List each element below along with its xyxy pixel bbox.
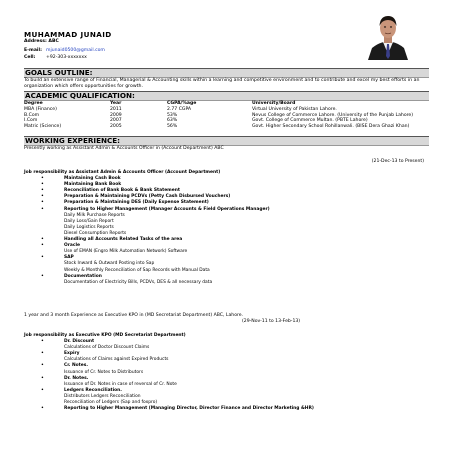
sub-item: Distributors Ledgers Reconciliation: [64, 393, 141, 399]
bullet-item: • Maintaining Cash Book: [24, 176, 434, 182]
current-dates: (21-Dec-13 to Present): [371, 159, 424, 164]
job1-list: [24, 170, 434, 286]
email-label: E-mail:: [24, 48, 42, 53]
sub-item: Daily Loss/Gain Report: [64, 218, 114, 224]
bullet-item: • SAP: [24, 255, 434, 261]
sub-item: Daily Logistics Reports: [64, 224, 114, 230]
sub-item: Calculations of Claims against Expired Products: [64, 357, 169, 363]
experience-heading: WORKING EXPERIENCE:: [24, 136, 429, 146]
job2-items: [24, 339, 434, 412]
bullet-item: • Reporting to Higher Management (Manager Accounts & Field Operations Manager): [24, 207, 434, 213]
cell-year: 2005: [110, 124, 122, 130]
cell-year: 2009: [110, 112, 122, 118]
cell-university: Nevus College of Commerce Lahore. (University of the Punjab Lahore): [252, 112, 414, 118]
bullet-item: • Ledgers Reconciliation.: [24, 388, 434, 394]
cell-degree: B.Com: [24, 112, 40, 118]
address: Address: ABC: [24, 39, 59, 44]
bullet-item: • Handling all Accounts Related Tasks of the area: [24, 237, 434, 243]
table-row: [24, 124, 430, 130]
qualification-heading: ACADEMIC QUALIFICATION:: [24, 91, 429, 101]
cell-degree: MBA (Finance): [24, 106, 57, 112]
email-link[interactable]: mjunaid0500@gmail.com: [46, 48, 105, 53]
bullet-item: • Oracle: [24, 243, 434, 249]
job1-title: Job responsibility as Assistant Admin & Accounts Officer (Account Department): [24, 170, 221, 175]
current-position: Presently working as Assistant Admin & Accounts Officer in (Account Department) ABC: [24, 146, 224, 151]
job2-list: [24, 333, 434, 412]
cell-label: Cell:: [24, 55, 36, 60]
contact-block: [24, 47, 105, 61]
bullet-item: • Preparation & Maintaining DES (Daily Expense Statement): [24, 200, 434, 206]
job2-title: Job responsibility as Executive KPO (MD Secretariat Department): [24, 333, 186, 338]
cell-degree: Matric (Science): [24, 124, 62, 130]
sub-item: Calculations of Doctor Discount Claims: [64, 345, 150, 351]
cell-year: 2011: [110, 106, 122, 112]
cell-cgpa: 63%: [167, 118, 178, 124]
bullet-item: • Documentation: [24, 274, 434, 280]
sub-item: Documentation of Electricity Bills, PCDVs, DES & all necessary data: [64, 279, 213, 285]
bullet-item: • Preparation & Maintaining PCDVs (Petty Cash Disbursed Vouchers): [24, 194, 434, 200]
qualification-table: [24, 101, 430, 130]
col-degree: Degree: [24, 101, 43, 106]
goals-heading: GOALS OUTLINE:: [24, 68, 429, 78]
bullet-item: • Maintaining Bank Book: [24, 182, 434, 188]
cell-cgpa: 2.77 CGPA: [167, 106, 192, 112]
bullet-item: • Expiry: [24, 351, 434, 357]
sub-item: Diesel Consumption Reports: [64, 230, 127, 236]
bullet-item: • Reporting to Higher Management (Managing Director, Director Finance and Director Marketing &HR): [24, 406, 434, 412]
sub-item: Use of EMAN (Engro Milk Automation Network) Software: [64, 249, 188, 255]
goals-text: To build an extensive range of Financial, Managerial & Accounting skills within a learning and competitive environment and to contribute and excel my best efforts in an organization which offers opportunities for growth.: [24, 78, 420, 89]
bullet-item: • Dr. Notes.: [24, 376, 434, 382]
job1-items: [24, 176, 434, 286]
profile-photo: [366, 8, 410, 60]
col-university: University/Board: [252, 101, 296, 106]
sub-item: Daily Milk Purchase Reports: [64, 212, 125, 218]
sub-item: Issuance of Dr. Notes in case of reversal of Cr. Note: [64, 381, 177, 387]
col-cgpa: CGPA/%age: [167, 101, 197, 106]
cell-cgpa: 53%: [167, 112, 178, 118]
bullet-item: • Dr. Discount: [24, 339, 434, 345]
candidate-name: MUHAMMAD JUNAID: [24, 30, 112, 39]
previous-dates: (29-Nov-11 to 13-Feb-13): [242, 319, 301, 324]
col-year: Year: [110, 101, 122, 106]
bullet-item: • Reconciliation of Bank Book & Bank Statement: [24, 188, 434, 194]
cell-degree: I.Com: [24, 118, 38, 124]
sub-item: Reconciliation of Ledgers (Sap and foxpro): [64, 400, 158, 406]
sub-item: Weekly & Monthly Reconciliation of Sap Records with Manual Data: [64, 267, 210, 273]
sub-item: Issuance of Cr. Notes to Distributors: [64, 369, 144, 375]
cell-university: Govt. Higher Secondary School Rohillanwali. (BISE Dera Ghazi Khan): [252, 124, 410, 130]
previous-position: 1 year and 3 month Experience as Executive KPO in (MD Secretariat Department) ABC, Lahore.: [24, 313, 244, 318]
bullet-item: • Cr. Notes.: [24, 363, 434, 369]
cell-university: Govt. College of Commerce Multan. (PBTE Lahore): [252, 118, 368, 124]
cell-year: 2007: [110, 118, 122, 124]
cell-university: Virtual University of Pakistan Lahore.: [252, 106, 337, 112]
cell-cgpa: 56%: [167, 124, 178, 130]
sub-item: Stock Inward & Outward Posting into Sap: [64, 261, 155, 267]
cell-number: +92-303-xxxxxxx: [46, 55, 87, 60]
